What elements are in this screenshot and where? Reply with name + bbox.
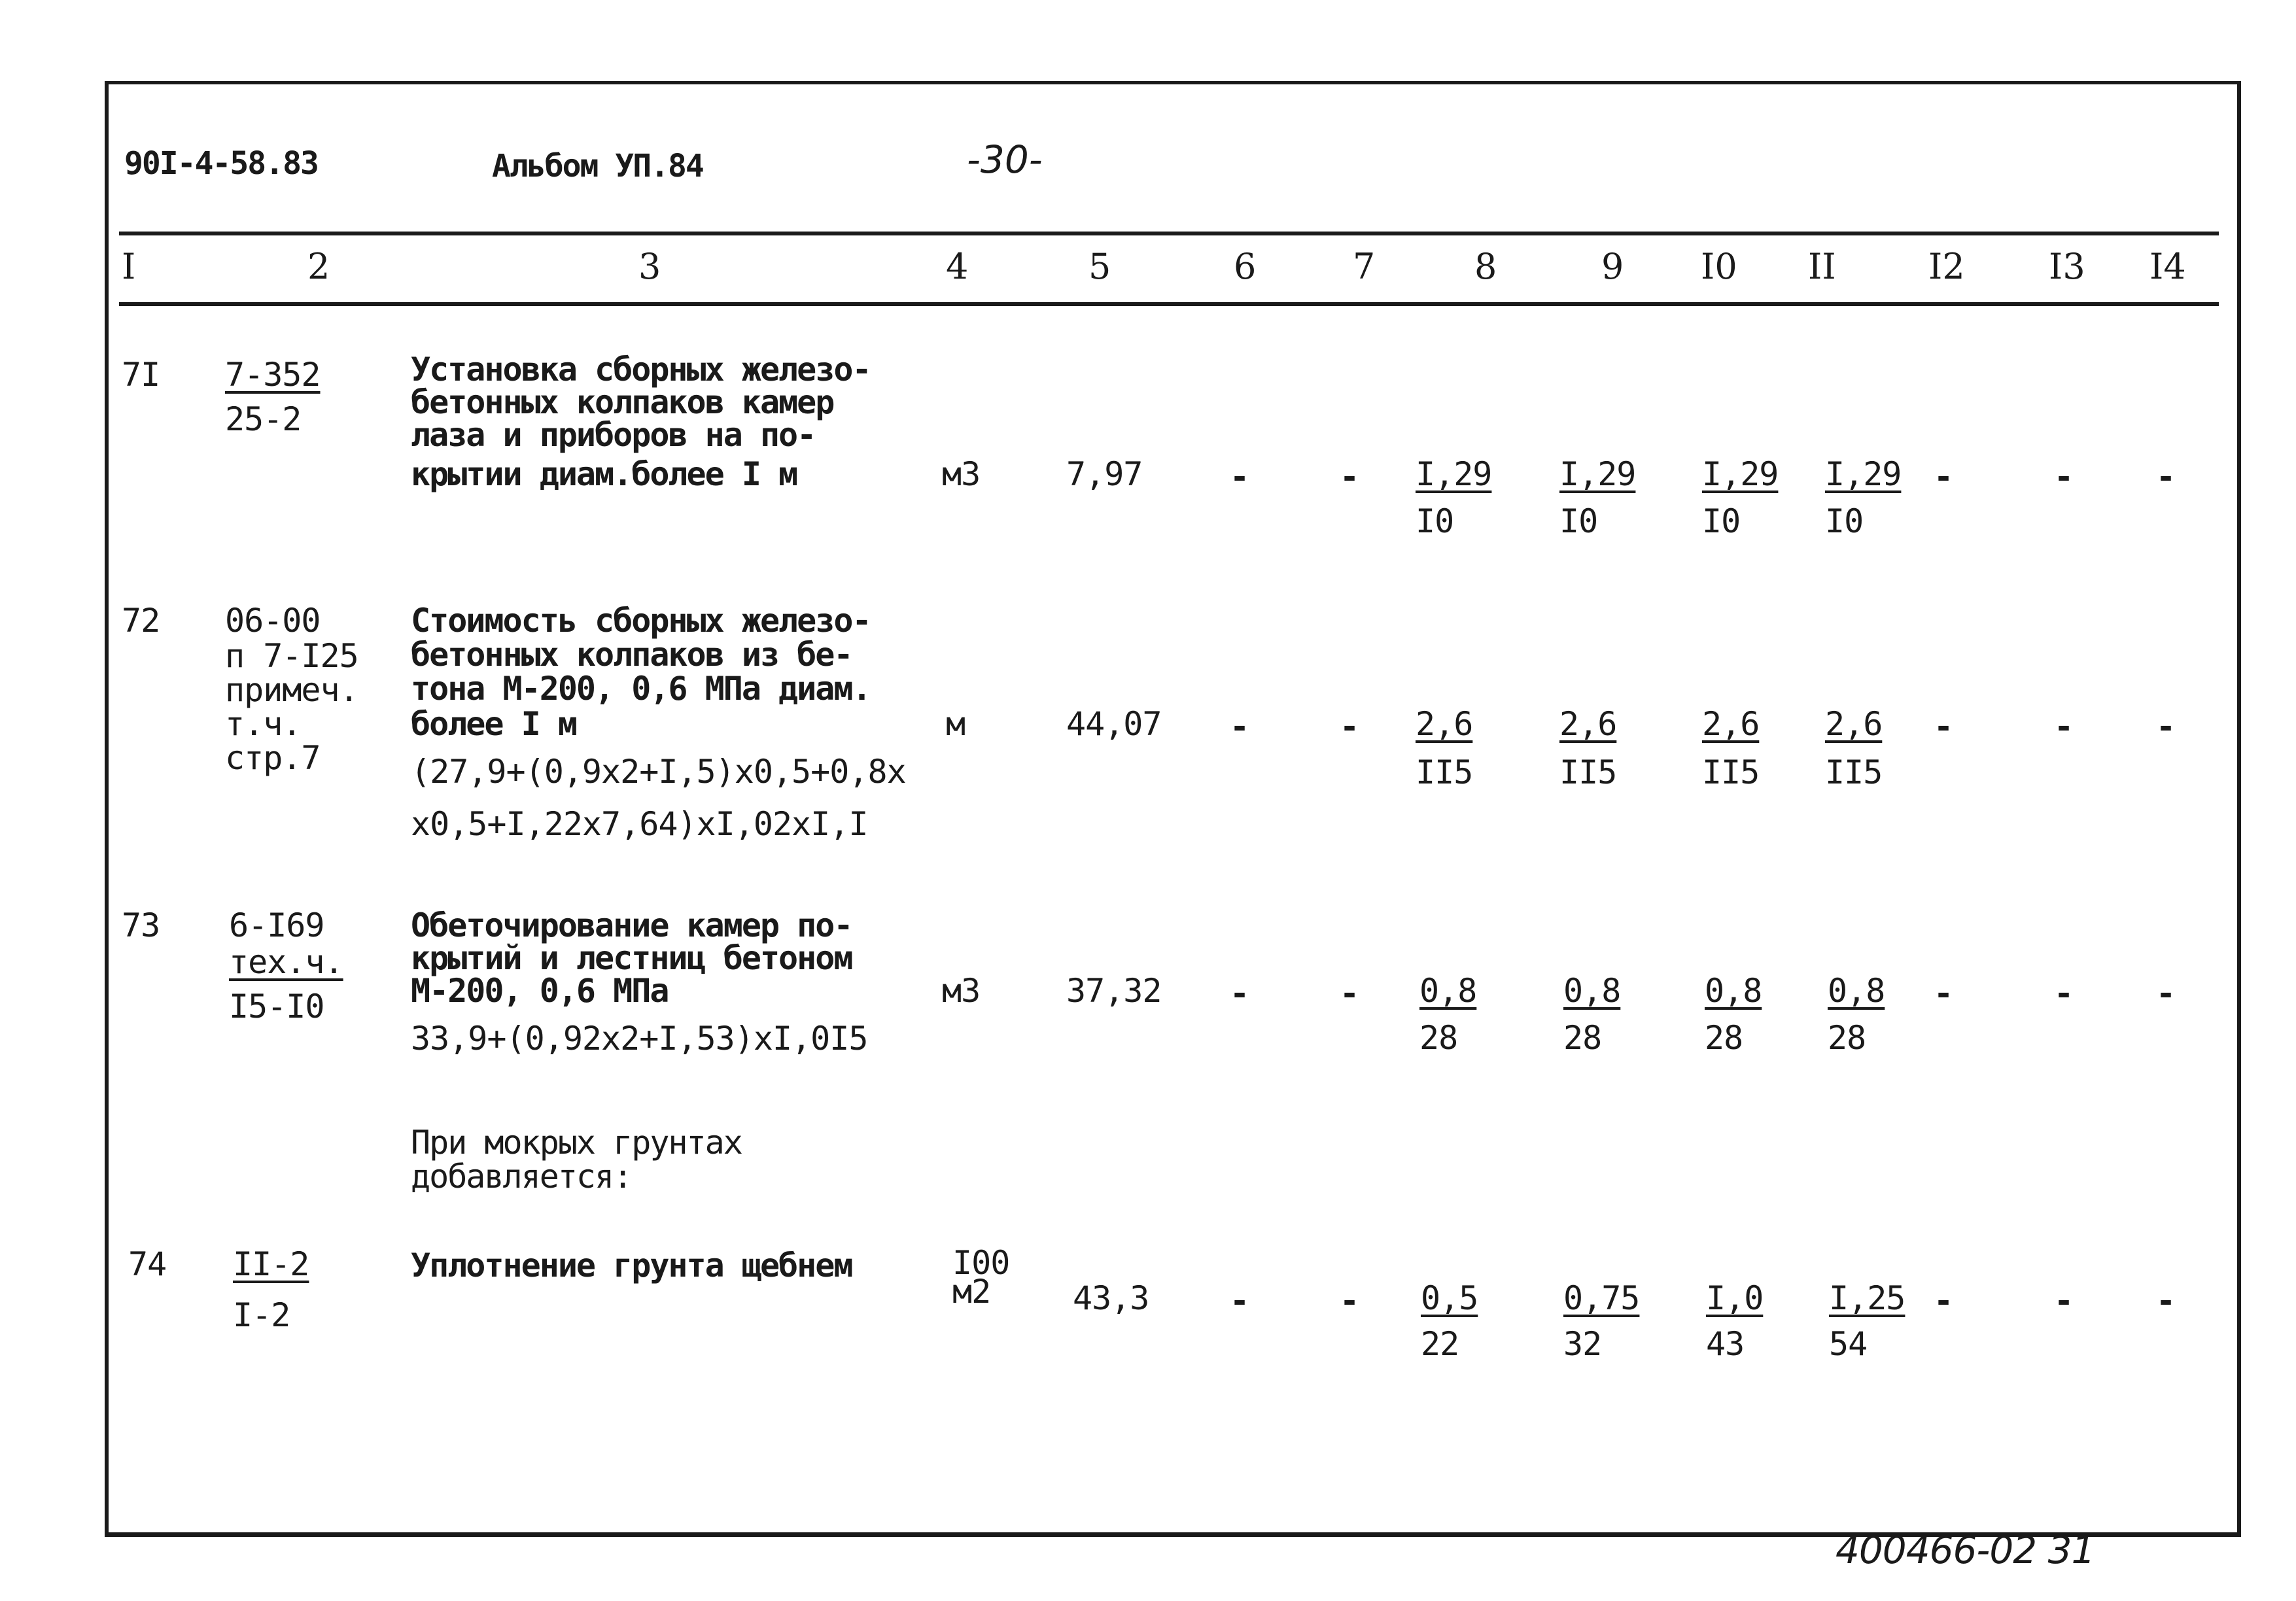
row-74-number: 74 [128, 1245, 167, 1283]
col-header-2: 2 [307, 246, 330, 287]
row-74-col9-top: 0,75 [1563, 1279, 1640, 1317]
document-code: 90I-4-58.83 [124, 145, 318, 182]
row-73-desc-2: крытий и лестниц бетоном [411, 939, 852, 977]
col-header-12: I2 [1928, 246, 1965, 287]
row-72-formula-2: x0,5+I,22x7,64)xI,02xI,I [411, 805, 868, 843]
row-71-desc-1: Установка сборных железо- [411, 351, 871, 388]
row-73-desc-1: Обеточирование камер по- [411, 906, 852, 944]
row-72-code-1: 06-00 [225, 602, 321, 640]
row-74-unit-top: I00 [952, 1244, 1010, 1282]
col-header-3: 3 [638, 246, 661, 287]
row-74-code-top: II-2 [233, 1245, 309, 1283]
row-73-col11-bottom: 28 [1828, 1019, 1866, 1057]
row-73-unit: м3 [942, 972, 981, 1010]
row-72-col6: - [1230, 708, 1250, 746]
row-72-col9-top: 2,6 [1559, 705, 1617, 743]
row-72-number: 72 [122, 602, 160, 640]
row-72-col8-top: 2,6 [1416, 705, 1473, 743]
row-72-col10-bottom: II5 [1702, 753, 1760, 791]
row-72-col8-bottom: II5 [1416, 753, 1473, 791]
col-header-4: 4 [946, 246, 969, 287]
row-74-col13: - [2054, 1282, 2074, 1320]
row-73-number: 73 [122, 906, 160, 944]
col-header-14: I4 [2149, 246, 2186, 287]
row-71-col14: - [2156, 458, 2176, 496]
row-73-col8-bottom: 28 [1419, 1019, 1458, 1057]
row-71-quantity: 7,97 [1066, 455, 1143, 493]
row-71-unit: м3 [942, 455, 981, 493]
col-header-8: 8 [1474, 246, 1497, 287]
row-74-col6: - [1230, 1282, 1250, 1320]
row-71-number: 7I [122, 356, 160, 394]
row-71-col8-bottom: I0 [1416, 502, 1454, 540]
row-72-col13: - [2054, 708, 2074, 746]
row-72-code-2: п 7-I25 [225, 637, 358, 675]
col-header-9: 9 [1601, 246, 1624, 287]
row-72-col11-bottom: II5 [1825, 753, 1883, 791]
row-71-desc-2: бетонных колпаков камер [411, 383, 834, 421]
row-73-col11-top: 0,8 [1828, 972, 1885, 1010]
col-header-5: 5 [1088, 246, 1111, 287]
row-74-col12: - [1934, 1282, 1954, 1320]
row-73-col10-top: 0,8 [1705, 972, 1762, 1010]
row-71-col6: - [1230, 458, 1250, 496]
row-74-col10-bottom: 43 [1706, 1325, 1745, 1363]
row-73-code-3: I5-I0 [229, 988, 324, 1025]
row-73-col13: - [2054, 974, 2074, 1012]
row-73-col9-top: 0,8 [1563, 972, 1621, 1010]
row-71-col12: - [1934, 458, 1954, 496]
row-72-col10-top: 2,6 [1702, 705, 1760, 743]
row-71-col13: - [2054, 458, 2074, 496]
note-line-2: добавляется: [411, 1158, 632, 1196]
row-73-col14: - [2156, 974, 2176, 1012]
note-line-1: При мокрых грунтах [411, 1124, 742, 1162]
row-72-desc-1: Стоимость сборных железо- [411, 602, 871, 640]
row-73-formula-1: 33,9+(0,92x2+I,53)xI,0I5 [411, 1020, 868, 1058]
row-74-col8-top: 0,5 [1421, 1279, 1478, 1317]
row-73-col12: - [1934, 974, 1954, 1012]
row-71-code-top: 7-352 [225, 356, 321, 394]
row-74-col11-top: I,25 [1829, 1279, 1905, 1317]
row-72-code-5: стр.7 [225, 739, 321, 777]
row-74-code-bottom: I-2 [233, 1296, 290, 1334]
row-71-desc-4: крытии диам.более I м [411, 455, 797, 493]
row-74-col9-bottom: 32 [1563, 1325, 1602, 1363]
row-71-col10-top: I,29 [1702, 455, 1779, 493]
row-73-col8-top: 0,8 [1419, 972, 1477, 1010]
row-73-quantity: 37,32 [1066, 972, 1162, 1010]
row-72-col7: - [1340, 708, 1360, 746]
header-rule-bottom [119, 302, 2219, 306]
row-74-col8-bottom: 22 [1421, 1325, 1459, 1363]
col-header-7: 7 [1353, 246, 1376, 287]
row-72-col14: - [2156, 708, 2176, 746]
col-header-10: I0 [1701, 246, 1737, 287]
row-71-col9-bottom: I0 [1559, 502, 1598, 540]
row-71-col11-bottom: I0 [1825, 502, 1864, 540]
row-72-code-3: примеч. [225, 671, 358, 709]
row-73-col9-bottom: 28 [1563, 1019, 1602, 1057]
row-71-col11-top: I,29 [1825, 455, 1902, 493]
row-72-formula-1: (27,9+(0,9x2+I,5)x0,5+0,8x [411, 753, 906, 791]
row-74-col10-top: I,0 [1706, 1279, 1764, 1317]
row-71-col7: - [1340, 458, 1360, 496]
row-72-col9-bottom: II5 [1559, 753, 1617, 791]
row-71-desc-3: лаза и приборов на по- [411, 416, 816, 454]
row-73-col6: - [1230, 974, 1250, 1012]
row-74-col11-bottom: 54 [1829, 1325, 1868, 1363]
header-rule-top [119, 232, 2219, 235]
row-71-col10-bottom: I0 [1702, 502, 1741, 540]
row-72-quantity: 44,07 [1066, 705, 1162, 743]
row-74-col7: - [1340, 1282, 1360, 1320]
row-73-code-2: тех.ч. [229, 943, 343, 981]
row-73-code-1: 6-I69 [229, 906, 324, 944]
archive-stamp: 400466-02 31 [1835, 1528, 2095, 1572]
row-73-col7: - [1340, 974, 1360, 1012]
page-number: -30- [967, 137, 1043, 182]
row-74-unit-bottom: м2 [952, 1273, 991, 1311]
row-72-col12: - [1934, 708, 1954, 746]
row-71-code-bottom: 25-2 [225, 400, 302, 438]
row-72-code-4: т.ч. [225, 705, 302, 743]
col-header-1: I [122, 246, 136, 287]
row-72-desc-2: бетонных колпаков из бе- [411, 636, 852, 674]
row-72-unit: м [946, 705, 965, 743]
row-73-desc-3: М-200, 0,6 МПа [411, 972, 669, 1010]
row-74-desc-1: Уплотнение грунта щебнем [411, 1247, 852, 1284]
col-header-11: II [1808, 246, 1836, 287]
row-74-quantity: 43,3 [1073, 1279, 1149, 1317]
album-title: Альбом УП.84 [492, 148, 703, 184]
row-74-col14: - [2156, 1282, 2176, 1320]
row-71-col8-top: I,29 [1416, 455, 1492, 493]
row-72-col11-top: 2,6 [1825, 705, 1883, 743]
col-header-13: I3 [2049, 246, 2085, 287]
row-71-col9-top: I,29 [1559, 455, 1636, 493]
row-73-col10-bottom: 28 [1705, 1019, 1743, 1057]
row-72-desc-3: тона М-200, 0,6 МПа диам. [411, 670, 871, 708]
col-header-6: 6 [1234, 246, 1257, 287]
row-72-desc-4: более I м [411, 705, 576, 743]
